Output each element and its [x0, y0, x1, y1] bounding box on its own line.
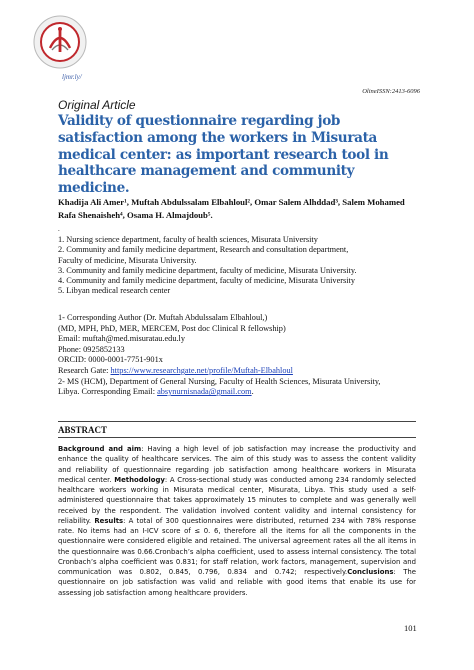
orcid-line: [58, 355, 428, 366]
email-value: muftah@med.misuratau.edu.ly: [82, 334, 186, 344]
abstract-heading: ABSTRACT: [58, 421, 416, 438]
phone-value: 0925852133: [83, 344, 125, 354]
conclusions-label: Conclusions: [347, 568, 394, 576]
affiliation-item: 1. Nursing science department, faculty of health sciences, Misurata University: [58, 235, 318, 244]
second-email-label: Libya. Corresponding Email:: [58, 387, 156, 397]
second-email-suffix: .: [251, 387, 254, 397]
results-text: : A total of 300 questionnaires were distributed, returned 234 with 78% response rate. No items had an I-ICV score of ≤ 0. 6, therefore all the items for all the components in the questionnaire were considered eligible and retained. The universal agreement rates all the all items in the questionnaire was 0.66.Cronbach’s alpha coefficient, used to assess internal consistency. The total Cronbach’s alpha coefficient was 0.831; for staff relation, work factors, management, supervision and communication was 0.802, 0.845, 0.796, 0.834 and 0.742; respectively.: [58, 516, 416, 576]
correspondence-block: [58, 313, 428, 398]
abstract-body: [58, 444, 416, 598]
second-email-link[interactable]: absynurnisnada@gmail.com: [157, 387, 252, 397]
journal-link[interactable]: ljmr.ly/: [62, 73, 82, 81]
research-gate-label: Research Gate:: [58, 365, 109, 375]
second-affiliation: 2- MS (HCM), Department of General Nursing, Faculty of Health Sciences, Misurata University,: [58, 376, 381, 386]
article-type: Original Article: [58, 98, 136, 112]
affiliation-item: 2. Community and family medicine department, Research and consultation department,: [58, 245, 349, 255]
affiliation-item: 5. Libyan medical research center: [58, 286, 171, 296]
second-email-line: [58, 387, 428, 398]
methodology-label: Methodology: [114, 475, 165, 484]
page-number: 101: [404, 623, 417, 633]
results-label: Results: [94, 516, 124, 525]
background-label: Background and aim: [58, 445, 142, 453]
orcid-label: ORCID:: [58, 355, 87, 365]
author-degrees: (MD, MPH, PhD, MER, MERCEM, Post doc Clinical R fellowship): [58, 323, 286, 333]
research-gate-line: [58, 366, 428, 377]
affiliation-item: Faculty of medicine, Misurata University.: [58, 255, 197, 265]
authors: Khadija Ali Amer¹, Muftah Abdulssalam Elbahloul², Omar Salem Alhddad³, Salem Mohamed Rafa Shenaisheh⁴, Osama H. Almajdoub⁵.: [58, 197, 405, 220]
affiliation-item: 4. Community and family medicine department, faculty of medicine, Misurata University: [58, 276, 355, 286]
methodology-text: : A Cross-sectional study was conducted among 234 randomly selected healthcare workers working in Misurata medical center, Misurata, Libya. This study used a self-administered questionnaire that takes approximately 15 minutes to complete and was generally well received by the respondent. The validation involved content validity and internal consistency for reliability.: [58, 475, 416, 525]
phone-line: [58, 345, 428, 356]
phone-label: Phone:: [58, 344, 82, 354]
orcid-value: 0000-0001-7751-901x: [88, 355, 163, 365]
conclusions-text: : The questionnaire on job satisfaction was valid and reliable with good items that enable its use for assessing job satisfaction among healthcare providers.: [58, 568, 417, 597]
separator-dot: .: [58, 225, 60, 233]
email-label: Email:: [58, 334, 81, 344]
background-text: : Having a high level of job satisfaction may increase the productivity and enhance the quality of healthcare services. The aim of this study was to assess the content validity and reliability of questionnaire regarding job satisfaction among healthcare workers in Misurata medical center.: [58, 445, 416, 484]
issn: OlineISSN:2413-6096: [362, 88, 420, 95]
research-gate-link[interactable]: https://www.researchgate.net/profile/Muftah-Elbahloul: [110, 365, 293, 375]
email-line: [58, 334, 428, 345]
journal-logo-icon: [32, 14, 88, 70]
article-title: Validity of questionnaire regarding job satisfaction among the workers in Misurata medical center: as important research tool in healthcare management and community medicine.: [58, 113, 389, 197]
corresponding-author: 1- Corresponding Author (Dr. Muftah Abdulssalam Elbahloul,): [58, 313, 268, 322]
affiliations-list: [58, 235, 428, 297]
affiliation-item: 3. Community and family medicine department, faculty of medicine, Misurata University.: [58, 265, 357, 275]
